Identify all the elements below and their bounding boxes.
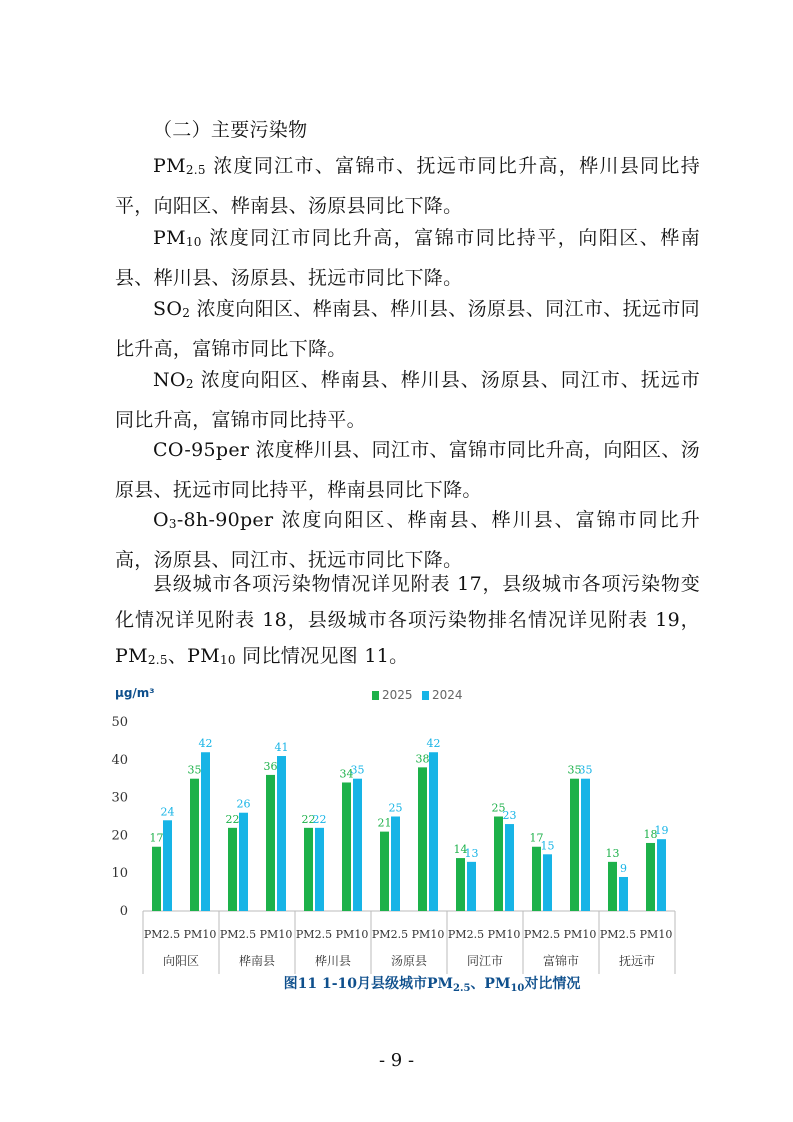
category-tick-label: PM2.5: [295, 928, 333, 941]
category-tick-label: PM10: [487, 928, 521, 941]
data-label-2025: 14: [453, 843, 468, 857]
bar-2024: [239, 813, 248, 911]
bar-2025: [570, 779, 579, 911]
bar-2024: [315, 828, 324, 911]
paragraph-so2: SO2 浓度向阳区、桦南县、桦川县、汤原县、同江市、抚远市同比升高，富锦市同比下降。: [115, 298, 700, 360]
data-label-2024: 9: [620, 861, 627, 875]
category-tick-label: PM2.5: [371, 928, 409, 941]
bar-2024: [277, 756, 286, 911]
y-tick-label: 20: [111, 828, 128, 844]
data-label-2025: 25: [491, 801, 506, 815]
bar-2025: [228, 828, 237, 911]
data-label-2025: 38: [415, 752, 430, 766]
category-tick-label: PM2.5: [447, 928, 485, 941]
bar-2024: [467, 862, 476, 911]
y-tick-label: 0: [119, 904, 128, 919]
data-label-2025: 35: [187, 763, 202, 777]
page-number: - 9 -: [378, 1050, 415, 1071]
paragraph-no2: NO2 浓度向阳区、桦南县、桦川县、汤原县、同江市、抚远市同比升高，富锦市同比持平。: [115, 369, 700, 431]
category-tick-label: PM10: [183, 928, 217, 941]
y-tick-label: 50: [111, 715, 128, 730]
bar-2024: [543, 854, 552, 911]
data-label-2025: 35: [567, 763, 582, 777]
legend-swatch-2025: [372, 691, 379, 700]
group-label: 桦南县: [238, 954, 276, 968]
group-label: 富锦市: [542, 954, 580, 968]
category-tick-label: PM2.5: [523, 928, 561, 941]
bar-2025: [304, 828, 313, 911]
bar-2025: [190, 779, 199, 911]
summary-paragraph: 县级城市各项污染物情况详见附表 17，县级城市各项污染物变化情况详见附表 18，县级城市各项污染物排名情况详见附表 19，PM2.5、PM10 同比情况见图 11。: [115, 573, 700, 667]
category-tick-label: PM2.5: [143, 928, 181, 941]
paragraph-o3: O3-8h-90per 浓度向阳区、桦南县、桦川县、富锦市同比升高，汤原县、同江市、抚远市同比下降。: [115, 509, 700, 571]
section-heading: （二）主要污染物: [153, 119, 308, 141]
group-label: 抚远市: [618, 954, 656, 968]
group-label: 同江市: [466, 954, 504, 968]
bar-2025: [418, 767, 427, 911]
category-tick-label: PM10: [335, 928, 369, 941]
bar-2025: [342, 782, 351, 911]
data-label-2024: 19: [654, 824, 669, 838]
y-tick-label: 10: [111, 866, 128, 882]
group-label: 向阳区: [162, 954, 200, 968]
data-label-2024: 23: [502, 809, 517, 823]
group-label: 汤原县: [390, 954, 428, 968]
data-label-2024: 24: [160, 805, 175, 819]
y-tick-label: 30: [111, 790, 128, 806]
data-label-2024: 41: [274, 741, 289, 755]
bar-2025: [380, 832, 389, 911]
bar-2025: [532, 847, 541, 911]
paragraph-co: CO-95per 浓度桦川县、同江市、富锦市同比升高，向阳区、汤原县、抚远市同比持平，桦南县同比下降。: [115, 439, 700, 501]
bar-2024: [657, 839, 666, 911]
bar-2025: [646, 843, 655, 911]
legend-swatch-2024: [422, 691, 429, 700]
paragraph-pm10: PM10 浓度同江市同比升高，富锦市同比持平，向阳区、桦南县、桦川县、汤原县、抚远市同比下降。: [115, 227, 700, 289]
data-label-2025: 36: [263, 759, 278, 773]
category-tick-label: PM10: [563, 928, 597, 941]
bar-2024: [429, 752, 438, 911]
bar-2024: [581, 779, 590, 911]
data-label-2025: 17: [529, 831, 544, 845]
data-label-2025: 22: [225, 812, 240, 826]
bar-2024: [619, 877, 628, 911]
bar-2025: [152, 847, 161, 911]
category-tick-label: PM10: [259, 928, 293, 941]
legend-label-2025: 2025: [382, 688, 413, 702]
y-tick-label: 40: [111, 752, 128, 768]
paragraph-pm25: PM2.5 浓度同江市、富锦市、抚远市同比升高，桦川县同比持平，向阳区、桦南县、汤原县同比下降。: [115, 155, 700, 217]
bar-2025: [456, 858, 465, 911]
category-tick-label: PM2.5: [219, 928, 257, 941]
bar-2024: [391, 817, 400, 912]
data-label-2025: 34: [339, 767, 354, 781]
y-axis-unit-label: μg/m³: [115, 686, 155, 700]
bar-2024: [353, 779, 362, 911]
bar-2025: [608, 862, 617, 911]
data-label-2024: 13: [464, 846, 479, 860]
data-label-2024: 35: [578, 763, 593, 777]
category-tick-label: PM10: [639, 928, 673, 941]
bar-2024: [201, 752, 210, 911]
data-label-2025: 13: [605, 846, 620, 860]
bar-2024: [505, 824, 514, 911]
bar-2025: [494, 817, 503, 912]
data-label-2024: 22: [312, 812, 327, 826]
data-label-2024: 35: [350, 763, 365, 777]
bar-2025: [266, 775, 275, 911]
category-tick-label: PM10: [411, 928, 445, 941]
data-label-2024: 26: [236, 797, 251, 811]
data-label-2025: 17: [149, 831, 164, 845]
data-label-2025: 18: [643, 827, 658, 841]
data-label-2024: 42: [426, 737, 441, 751]
figure-caption: 图11 1-10月县级城市$PM_{2.5}$、$PM_{10}$对比情况: [283, 976, 581, 994]
data-label-2025: 22: [301, 812, 316, 826]
data-label-2024: 42: [198, 737, 213, 751]
data-label-2024: 25: [388, 801, 403, 815]
bar-2024: [163, 820, 172, 911]
category-tick-label: PM2.5: [599, 928, 637, 941]
legend-label-2024: 2024: [432, 688, 463, 702]
data-label-2024: 15: [540, 839, 555, 853]
group-label: 桦川县: [314, 954, 352, 968]
data-label-2025: 21: [377, 816, 392, 830]
